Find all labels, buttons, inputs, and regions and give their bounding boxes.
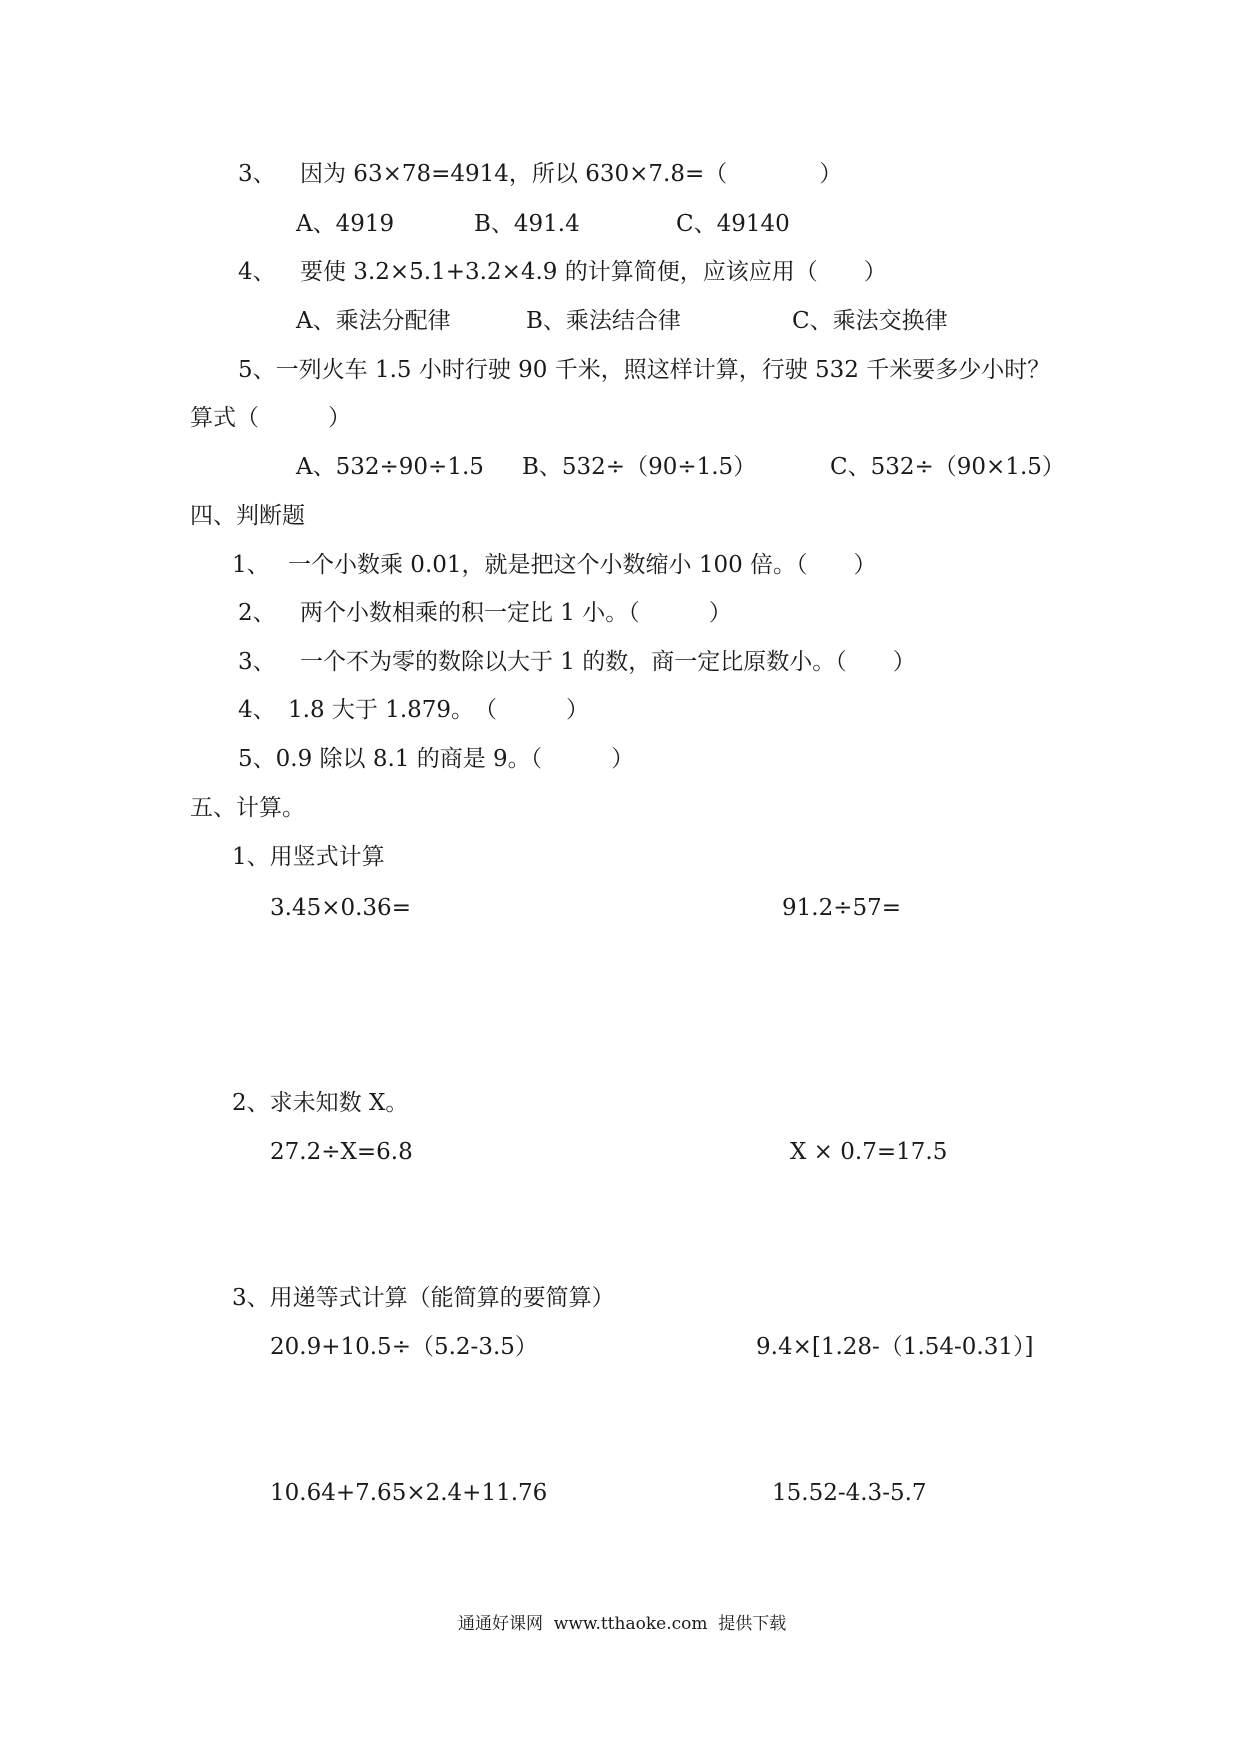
calc-part3-expr-4: 15.52-4.3-5.7 — [772, 1480, 927, 1506]
choice-q5-option-b: B、532÷（90÷1.5） — [522, 454, 757, 480]
choice-q5-formula: 算式（ ） — [190, 405, 351, 431]
choice-q5-text: 5、一列火车 1.5 小时行驶 90 千米，照这样计算，行驶 532 千米要多少小时？ — [238, 357, 1051, 383]
judge-heading: 四、判断题 — [190, 503, 305, 529]
judge-item-1-text: 一个小数乘 0.01，就是把这个小数缩小 100 倍。（ ） — [288, 552, 877, 578]
judge-item-1-number: 1、 — [232, 552, 270, 578]
choice-q3-text: 因为 63×78=4914，所以 630×7.8=（ ） — [300, 161, 843, 187]
calc-part2-title: 2、求未知数 X。 — [232, 1090, 409, 1116]
choice-q4-number: 4、 — [238, 259, 276, 285]
choice-q4-option-a: A、乘法分配律 — [296, 308, 451, 334]
judge-item-2-number: 2、 — [238, 600, 276, 626]
choice-q4-option-b: B、乘法结合律 — [526, 308, 681, 334]
calc-part1-expr-2: 91.2÷57= — [782, 895, 902, 921]
judge-item-5-text: 5、0.9 除以 8.1 的商是 9。（ ） — [238, 746, 635, 772]
choice-q4-text: 要使 3.2×5.1+3.2×4.9 的计算简便，应该应用（ ） — [300, 259, 887, 285]
choice-q4-option-c: C、乘法交换律 — [792, 308, 948, 334]
choice-q3-number: 3、 — [238, 161, 276, 187]
calc-heading: 五、计算。 — [190, 795, 305, 821]
footer-source-text: 通通好课网 www.tthaoke.com 提供下载 — [458, 1614, 787, 1634]
calc-part2-expr-2: X × 0.7=17.5 — [790, 1139, 948, 1165]
choice-q3-option-b: B、491.4 — [474, 211, 580, 237]
calc-part3-expr-3: 10.64+7.65×2.4+11.76 — [270, 1480, 548, 1506]
judge-item-2-text: 两个小数相乘的积一定比 1 小。（ ） — [300, 600, 732, 626]
calc-part1-expr-1: 3.45×0.36= — [270, 895, 411, 921]
calc-part3-expr-1: 20.9+10.5÷（5.2-3.5） — [270, 1334, 538, 1360]
choice-q3-option-c: C、49140 — [676, 211, 790, 237]
judge-item-3-text: 一个不为零的数除以大于 1 的数，商一定比原数小。（ ） — [300, 649, 916, 675]
choice-q5-option-a: A、532÷90÷1.5 — [296, 454, 484, 480]
judge-item-4-text: 1.8 大于 1.879。 （ ） — [288, 697, 590, 723]
judge-item-3-number: 3、 — [238, 649, 276, 675]
judge-item-4-number: 4、 — [238, 697, 276, 723]
choice-q5-option-c: C、532÷（90×1.5） — [830, 454, 1065, 480]
calc-part2-expr-1: 27.2÷X=6.8 — [270, 1139, 413, 1165]
calc-part3-expr-2: 9.4×[1.28-（1.54-0.31）] — [756, 1334, 1034, 1360]
choice-q3-option-a: A、4919 — [296, 211, 395, 237]
calc-part3-title: 3、用递等式计算（能简算的要简算） — [232, 1285, 615, 1311]
calc-part1-title: 1、用竖式计算 — [232, 844, 385, 870]
